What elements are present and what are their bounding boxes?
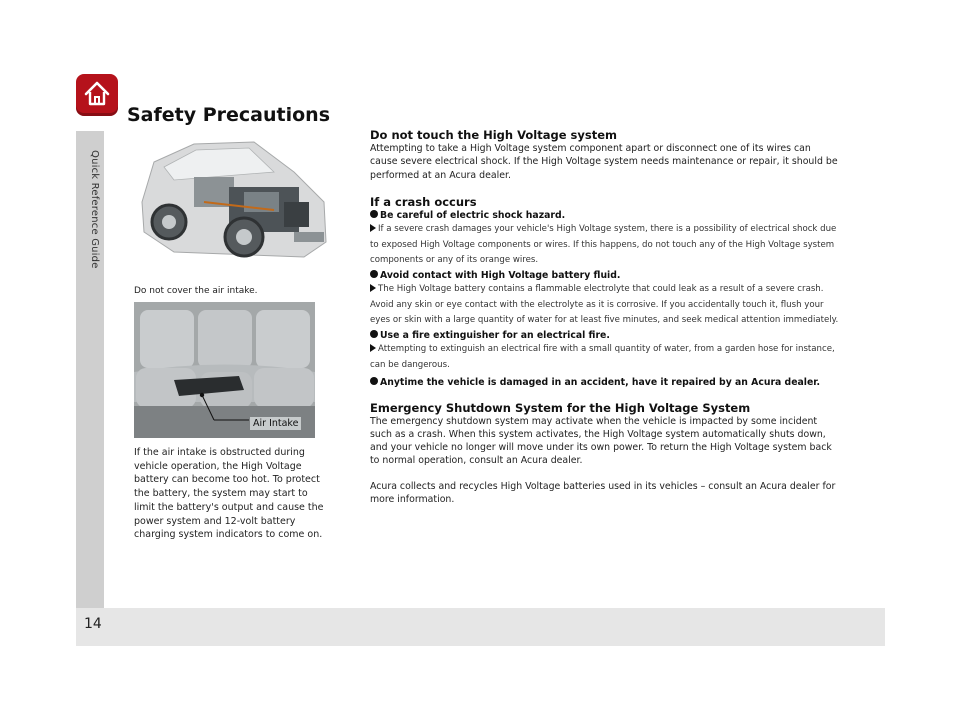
- arrow-icon: [370, 344, 376, 352]
- bullet-shock-detail-text: If a severe crash damages your vehicle's High Voltage system, there is a possibility of electrical shock due to exposed High Voltage components or wires. If this happens, do not touch any of the High Voltage system components or any of its orange wires.: [370, 223, 837, 266]
- bullet-dot-icon: [370, 270, 378, 278]
- arrow-icon: [370, 224, 376, 232]
- sidebar-label: Quick Reference Guide: [89, 150, 100, 269]
- footer-bar: [76, 608, 885, 646]
- page-number: 14: [84, 616, 102, 632]
- bullet-fire-text: Use a fire extinguisher for an electrical fire.: [380, 330, 610, 342]
- bullet-shock-detail: [370, 222, 840, 269]
- bullet-repair-text: Anytime the vehicle is damaged in an accident, have it repaired by an Acura dealer.: [380, 376, 821, 388]
- right-column: [370, 129, 840, 506]
- hv-text: Attempting to take a High Voltage system component apart or disconnect one of its wires can cause severe electrical shock. If the High Voltage system needs maintenance or repair, it should be performed at an Acura dealer.: [370, 143, 838, 181]
- arrow-icon: [370, 284, 376, 292]
- home-button[interactable]: [76, 74, 118, 116]
- bullet-fire: [370, 329, 840, 342]
- emergency-heading: Emergency Shutdown System for the High Voltage System: [370, 400, 751, 415]
- bullet-fluid-detail: [370, 282, 840, 329]
- bullet-fire-detail-text: Attempting to extinguish an electrical fire with a small quantity of water, from a garden hose for instance, can be dangerous.: [370, 344, 835, 370]
- crash-heading: If a crash occurs: [370, 194, 477, 209]
- page-title: Safety Precautions: [127, 104, 331, 126]
- bullet-fire-detail: [370, 342, 840, 373]
- emergency-text: The emergency shutdown system may activate when the vehicle is impacted by some incident such as a crash. When this system activates, the High Voltage system automatically shuts down, and your vehicle no longer will move under its own power. To return the High Voltage system back to normal operation, consult an Acura dealer.: [370, 415, 832, 467]
- air-intake-label: Air Intake: [250, 417, 301, 430]
- bullet-dot-icon: [370, 330, 378, 338]
- bullet-shock-text: Be careful of electric shock hazard.: [380, 209, 566, 221]
- car-illustration: [134, 132, 334, 274]
- air-intake-note: If the air intake is obstructed during vehicle operation, the High Voltage battery can become too hot. To protect the battery, the system may start to limit the battery's output and cause the power system and 12-volt battery charging system indicators to come on.: [134, 447, 324, 541]
- bullet-fluid-detail-text: The High Voltage battery contains a flammable electrolyte that could leak as a result of a severe crash. Avoid any skin or eye contact with the electrolyte as it is corrosive. If you accidentally touch it, flush your eyes or skin with a large quantity of water for at least five minutes, and seek medical attention immediately.: [370, 284, 839, 326]
- bullet-shock: [370, 209, 840, 222]
- home-icon: [83, 80, 111, 108]
- bullet-fluid-text: Avoid contact with High Voltage battery fluid.: [380, 270, 621, 281]
- bullet-dot-icon: [370, 377, 378, 385]
- bullet-dot-icon: [370, 210, 378, 218]
- hv-heading: Do not touch the High Voltage system: [370, 128, 617, 142]
- bullet-fluid: [370, 269, 840, 282]
- bullet-repair: [370, 376, 840, 389]
- air-intake-caption: Do not cover the air intake.: [134, 286, 258, 296]
- recycle-text: Acura collects and recycles High Voltage batteries used in its vehicles – consult an Acura dealer for more information.: [370, 480, 836, 505]
